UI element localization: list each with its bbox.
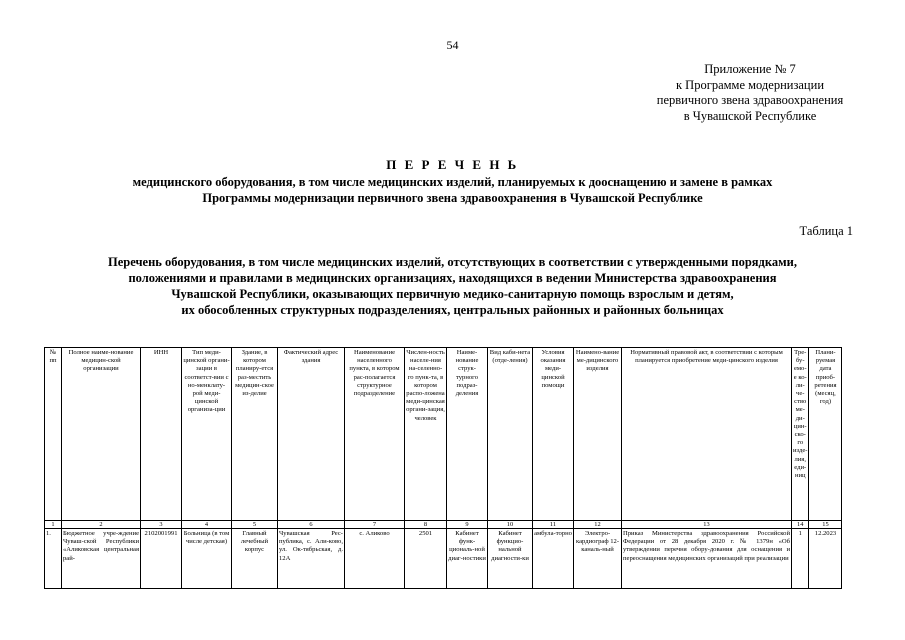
table-label: Таблица 1 xyxy=(799,224,853,238)
row-cell-number: 1. xyxy=(45,529,62,589)
heading-line: положениями и правилами в медицинских организациях, находящихся в ведении Министерства здравоохранения xyxy=(128,271,777,285)
header-cell: Вид каби-нета (отде-ления) xyxy=(488,348,533,521)
column-number: 11 xyxy=(533,521,574,529)
subtitle-line: медицинского оборудования, в том числе медицинских изделий, планируемых к дооснащению и замене в рамках xyxy=(132,175,773,189)
row-cell-legal-act: Приказ Министерства здравоохранения Российской Федерации от 28 декабря 2020 г. № 1379н «Об утверждении перечня обору-дования для оснащения и переоснащения медицинских организаций при реализации xyxy=(622,529,792,589)
header-cell: Нормативный правовой акт, в соответствии с которым планируется приобретение меди-цинского изделия xyxy=(622,348,792,521)
heading-line: их обособленных структурных подразделениях, центральных районных и районных больницах xyxy=(181,303,724,317)
equipment-table xyxy=(44,347,842,589)
header-cell: Наимено-вание ме-дицинского изделия xyxy=(574,348,622,521)
row-cell-quantity: 1 xyxy=(792,529,809,589)
column-number: 15 xyxy=(809,521,842,529)
column-number-row xyxy=(45,521,842,529)
column-number: 4 xyxy=(182,521,232,529)
row-cell-building: Главный лечебный корпус xyxy=(232,529,278,589)
appendix-line: в Чувашской Республике xyxy=(683,108,817,123)
column-number: 6 xyxy=(278,521,345,529)
column-number: 8 xyxy=(405,521,447,529)
column-number: 10 xyxy=(488,521,533,529)
column-number: 9 xyxy=(447,521,488,529)
row-cell-device: Электро-кардиограф 12-каналь-ный xyxy=(574,529,622,589)
header-cell: Здание, в котором планиру-ется раз-местить медицин-ское из-делие xyxy=(232,348,278,521)
document-subtitle xyxy=(60,174,845,206)
header-cell: № пп xyxy=(45,348,62,521)
header-cell: Плани-руемая дата приоб-ретения (месяц, год) xyxy=(809,348,842,521)
appendix-line: первичного звена здравоохранения xyxy=(656,93,844,107)
row-cell-date: 12.2023 xyxy=(809,529,842,589)
heading-line: Чувашской Республики, оказывающих первичную медико-санитарную помощь взрослым и детям, xyxy=(171,287,734,301)
header-cell: Числен-ность населе-ния на-селенно-го пунк-та, в котором распо-ложена меди-цинская органи-зация, человек xyxy=(405,348,447,521)
header-cell: Наиме-нование струк-турного подраз-деления xyxy=(447,348,488,521)
document-title: П Е Р Е Ч Е Н Ь xyxy=(386,157,519,172)
heading-line: Перечень оборудования, в том числе медицинских изделий, отсутствующих в соответствии с утвержденными порядками, xyxy=(108,255,797,269)
column-number: 14 xyxy=(792,521,809,529)
column-number: 2 xyxy=(62,521,141,529)
page-number: 54 xyxy=(446,38,459,52)
column-number: 12 xyxy=(574,521,622,529)
header-cell: Полное наиме-нование медицин-ской организации xyxy=(62,348,141,521)
row-cell-subdivision: Кабинет функ-циональ-ной диаг-ностики xyxy=(447,529,488,589)
row-cell-inn: 2102001991 xyxy=(141,529,182,589)
column-number: 3 xyxy=(141,521,182,529)
row-cell-conditions: амбула-торно xyxy=(533,529,574,589)
header-cell: Фактический адрес здания xyxy=(278,348,345,521)
column-number: 5 xyxy=(232,521,278,529)
row-cell-cabinet: Кабинет функцио-нальной диагности-ки xyxy=(488,529,533,589)
header-cell: Тип меди-цинской органи-зации в соответст-вии с но-менклату-рой меди-цинской организа-ции xyxy=(182,348,232,521)
header-cell: ИНН xyxy=(141,348,182,521)
table-row xyxy=(45,529,842,589)
column-number: 13 xyxy=(622,521,792,529)
column-number: 7 xyxy=(345,521,405,529)
table-header-row xyxy=(45,348,842,521)
appendix-line: Приложение № 7 xyxy=(704,62,796,76)
header-cell: Условия оказания меди-цинской помощи xyxy=(533,348,574,521)
subtitle-line: Программы модернизации первичного звена здравоохранения в Чувашской Республике xyxy=(202,191,703,205)
column-number: 1 xyxy=(45,521,62,529)
row-cell-locality: с. Аликово xyxy=(345,529,405,589)
header-cell: Наименование населенного пункта, в котором рас-полагается структурное подразделение xyxy=(345,348,405,521)
row-cell-org-type: Больница (в том числе детская) xyxy=(182,529,232,589)
row-cell-population: 2501 xyxy=(405,529,447,589)
table-heading xyxy=(50,254,855,318)
appendix-note xyxy=(600,62,900,124)
appendix-line: к Программе модернизации xyxy=(675,77,825,92)
header-cell: Тре-бу-емо-е ко-ли-че-ство ме-ди-цин-ско-го изде-лия, еди-ниц xyxy=(792,348,809,521)
row-cell-organization: Бюджетное учре-ждение Чуваш-ской Республики «Аликовская центральная рай- xyxy=(62,529,141,589)
row-cell-address: Чувашская Рес-публика, с. Али-ково, ул. Ок-тябрьская, д. 12А xyxy=(278,529,345,589)
